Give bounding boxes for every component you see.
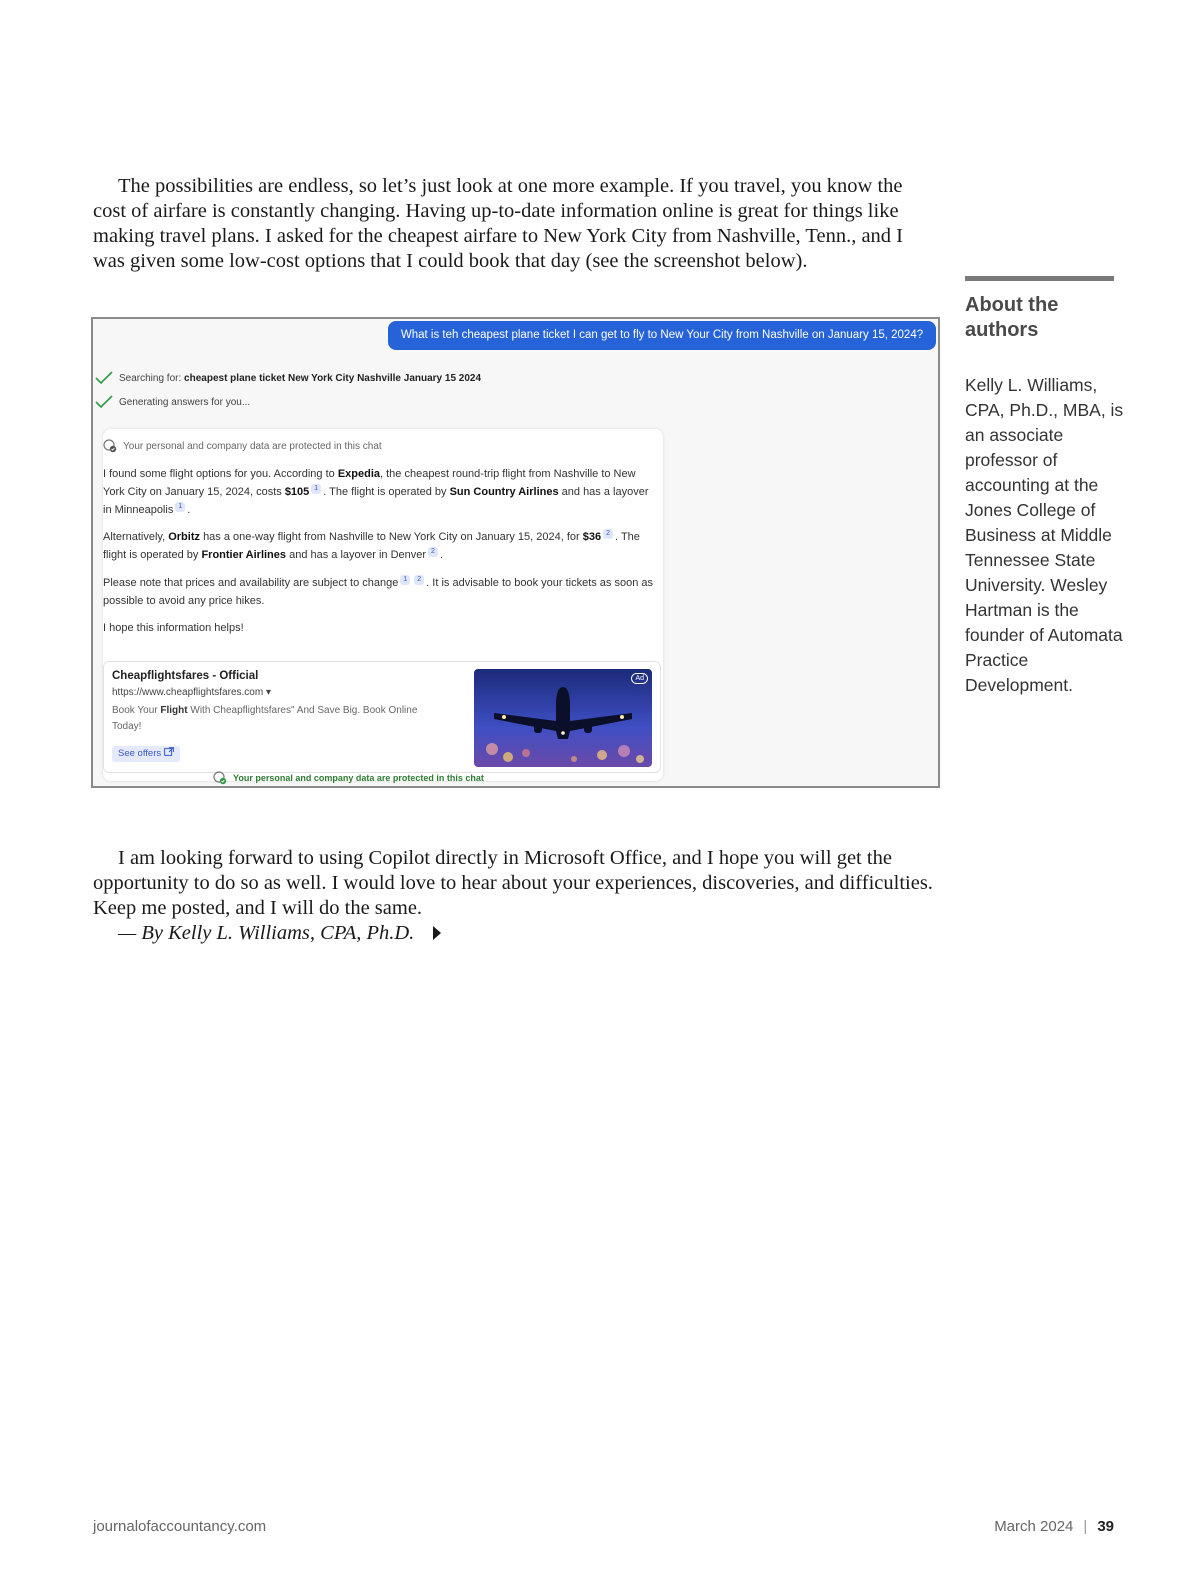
expedia-link[interactable]: Expedia — [337, 468, 380, 480]
footer-site: journalofaccountancy.com — [93, 1518, 267, 1535]
airplane-takeoff-image — [474, 669, 652, 767]
answer-text: . The flight is operated by — [103, 531, 640, 561]
footer-page-info — [994, 1518, 1114, 1535]
author-bio: Kelly L. Williams, CPA, Ph.D., MBA, is an associate professor of accounting at the Jones College of Business at Middle Tennessee State University. Wesley Hartman is the founder of Automata Practice Development. — [965, 375, 1124, 695]
answer-text: Please note that prices and availability are subject to change — [103, 577, 399, 589]
search-step-prefix: Searching for: — [119, 372, 182, 384]
byline: — By Kelly L. Williams, CPA, Ph.D. — [118, 922, 415, 944]
search-step — [95, 371, 481, 385]
footer-separator: | — [1083, 1518, 1088, 1535]
answer-card — [103, 429, 663, 781]
privacy-notice-text: Your personal and company data are protected in this chat — [123, 440, 382, 452]
answer-text: Alternatively, — [103, 531, 166, 543]
see-offers-label: See offers — [118, 748, 162, 759]
ad-url-text: https://www.cheapflightsfares.com — [112, 687, 264, 698]
checkmark-icon — [95, 395, 113, 409]
answer-text: has a one-way flight from Nashville to New York City on January 15, 2024, for — [203, 531, 580, 543]
shield-check-icon — [103, 439, 117, 453]
footer-date: March 2024 — [994, 1518, 1074, 1535]
citation-ref[interactable]: 2 — [428, 547, 438, 557]
sponsored-ad-card[interactable] — [103, 661, 661, 773]
airline-name: Frontier Airlines — [201, 549, 287, 561]
airline-name: Sun Country Airlines — [449, 486, 559, 498]
closing-paragraph — [93, 846, 939, 921]
generating-step — [95, 395, 250, 409]
answer-text: , the cheapest round-trip flight from Nashville to New York City on January 15, 2024, costs — [103, 468, 636, 498]
closing-paragraph-text: I am looking forward to using Copilot directly in Microsoft Office, and I hope you will get the opportunity to do so as well. I would love to hear about your experiences, discoveries, and difficulties. Keep me posted, and I will do the same. — [93, 847, 933, 919]
ad-desc-text: With Cheapflightsfares" And Save Big. Book Online Today! — [112, 705, 418, 732]
end-of-article-icon — [433, 926, 441, 940]
external-link-icon — [164, 747, 174, 756]
ad-title[interactable]: Cheapflightsfares - Official — [112, 670, 259, 682]
airplane-photo[interactable] — [474, 669, 652, 767]
intro-paragraph — [93, 174, 939, 274]
intro-paragraph-text: The possibilities are endless, so let’s just look at one more example. If you travel, you know the cost of airfare is constantly changing. Having up-to-date information online is great for things like making travel plans. I asked for the cheapest airfare to New York City from Nashville, Tenn., and I was given some low-cost options that I could book that day (see the screenshot below). — [93, 175, 903, 272]
ad-description — [112, 703, 442, 735]
generating-step-label: Generating answers for you... — [119, 396, 251, 408]
citation-ref[interactable]: 2 — [603, 529, 613, 539]
answer-text: . The flight is operated by — [323, 486, 447, 498]
ad-url[interactable] — [112, 687, 271, 698]
citation-ref[interactable]: 1 — [175, 502, 185, 512]
page-number: 39 — [1097, 1518, 1114, 1535]
sidebar-heading: About the authors — [965, 294, 1059, 341]
copilot-screenshot — [91, 317, 940, 788]
caret-down-icon[interactable]: ▾ — [265, 687, 271, 698]
privacy-notice — [103, 439, 382, 453]
user-prompt-bubble: What is teh cheapest plane ticket I can get to fly to New Your City from Nashville on January 15, 2024? — [388, 321, 936, 350]
checkmark-icon — [95, 371, 113, 385]
answer-paragraph-4: I hope this information helps! — [103, 622, 244, 634]
citation-ref[interactable]: 1 — [400, 575, 410, 585]
sidebar-rule — [965, 276, 1114, 281]
answer-paragraph-3 — [103, 574, 659, 610]
answer-text: . It is advisable to book your tickets as soon as possible to avoid any price hikes. — [103, 577, 654, 607]
ad-desc-text: Book Your — [112, 705, 158, 716]
citation-ref[interactable]: 1 — [311, 484, 321, 494]
citation-ref[interactable]: 2 — [414, 575, 424, 585]
ad-badge: Ad — [631, 673, 648, 684]
answer-paragraph-2: Alternatively, Orbitz has a one-way flight from Nashville to New York City on January 15, 2024, for $36 2 . The flight is operated by Frontier Airlines and has a layover in Denver 2 . — [103, 530, 640, 561]
answer-text: I found some flight options for you. According to — [103, 468, 335, 480]
shield-check-icon — [213, 771, 227, 785]
search-step-query: cheapest plane ticket New York City Nashville January 15 2024 — [184, 372, 482, 384]
see-offers-button[interactable] — [112, 746, 180, 762]
price-36: $36 — [582, 531, 602, 543]
answer-paragraph-1: I found some flight options for you. According to Expedia, the cheapest round-trip flight from Nashville to New York City on January 15, 2024, costs $105 1 . The flight is operated by Sun Country Airlines and has a layover in Minneapolis 1 . — [103, 468, 649, 516]
answer-text: and has a layover in Denver — [289, 549, 427, 561]
orbitz-link[interactable]: Orbitz — [168, 531, 200, 543]
privacy-notice-bottom — [213, 771, 484, 785]
privacy-notice-bottom-text: Your personal and company data are protected in this chat — [233, 773, 484, 783]
ad-desc-bold: Flight — [160, 705, 188, 716]
price-105: $105 — [284, 486, 310, 498]
answer-text: and has a layover in Minneapolis — [103, 486, 649, 516]
